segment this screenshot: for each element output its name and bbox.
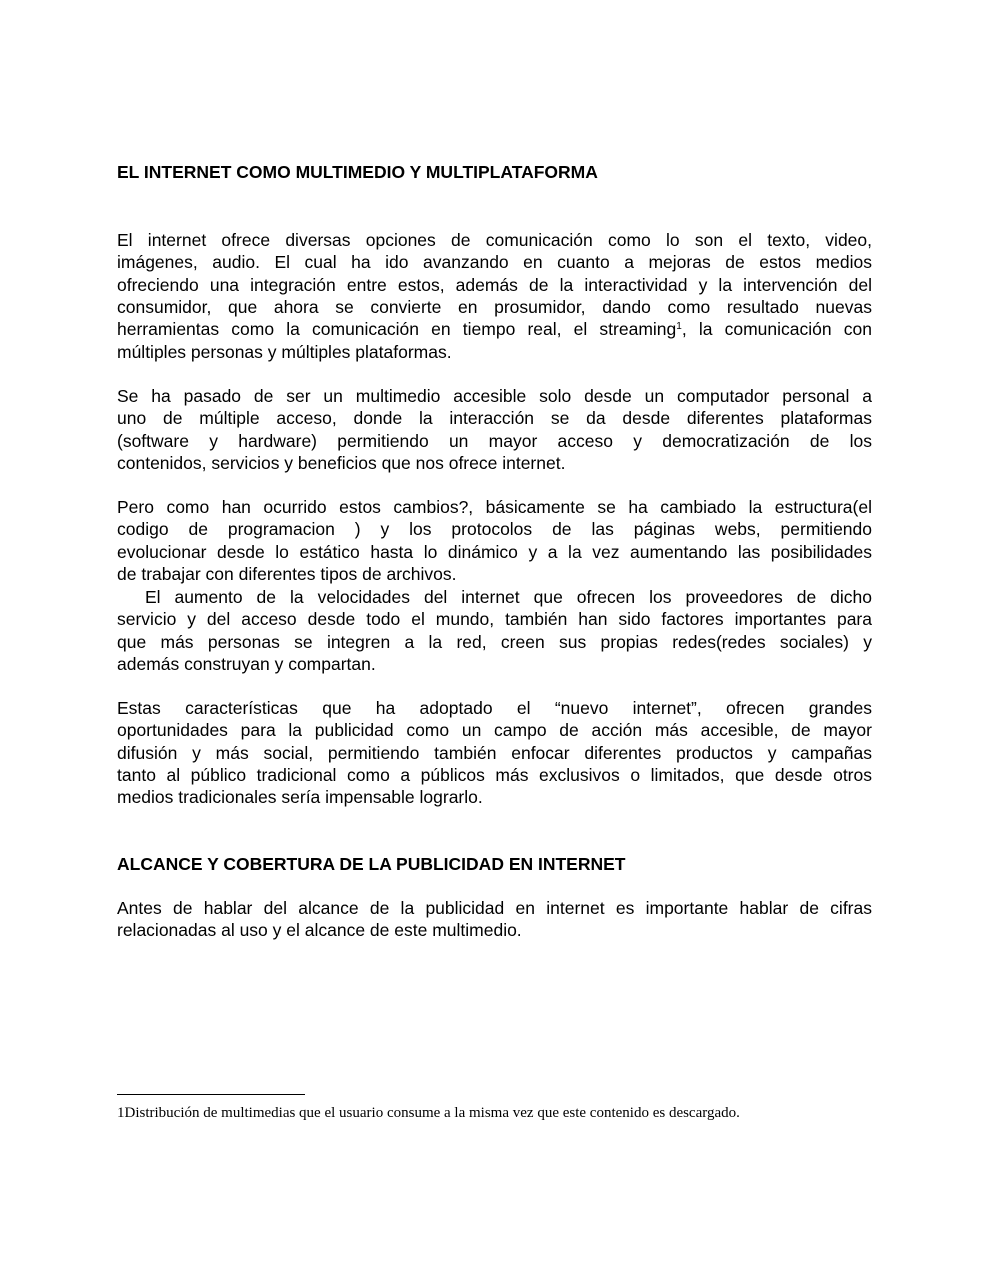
paragraph-cambios — [117, 496, 872, 585]
text-line: evolucionar desde lo estático hasta lo dinámico y a la vez aumentando las posibilidades — [117, 541, 872, 562]
text-line — [117, 318, 872, 340]
footnote-text: Distribución de multimedias que el usuario consume a la misma vez que este contenido es descargado. — [124, 1105, 740, 1121]
footnote-separator — [117, 1094, 305, 1095]
paragraph-acceso — [117, 385, 872, 474]
text-line: Se ha pasado de ser un multimedio accesible solo desde un computador personal a — [117, 386, 872, 406]
text-line: uno de múltiple acceso, donde la interacción se da desde diferentes plataformas — [117, 408, 872, 429]
text-line: múltiples personas y múltiples plataformas. — [117, 341, 452, 362]
text-line: servicio y del acceso desde todo el mundo, también han sido factores importantes para — [117, 609, 872, 630]
footnote — [117, 1103, 740, 1123]
text-line: (software y hardware) permitiendo un mayor acceso y democratización de los — [117, 430, 872, 451]
text-line: medios tradicionales sería impensable lograrlo. — [117, 787, 483, 808]
text-line: difusión y más social, permitiendo también enfocar diferentes productos y campañas — [117, 742, 872, 763]
paragraph-caracteristicas — [117, 697, 872, 809]
footnote-reference: 1 — [676, 321, 682, 333]
text-line: Pero como han ocurrido estos cambios?, básicamente se ha cambiado la estructura(el — [117, 497, 872, 517]
text-line: además construyan y compartan. — [117, 654, 376, 675]
text-line: que más personas se integren a la red, creen sus propias redes(redes sociales) y — [117, 631, 872, 652]
paragraph-cifras — [117, 897, 872, 942]
paragraph-intro — [117, 229, 872, 363]
text-line: Antes de hablar del alcance de la publicidad en internet es importante hablar de cifras — [117, 898, 872, 918]
text-line: El internet ofrece diversas opciones de comunicación como lo son el texto, video, — [117, 230, 872, 250]
text-segment: herramientas como la comunicación en tiempo real, el streaming — [117, 319, 677, 340]
section-heading-internet-multimedio: EL INTERNET COMO MULTIMEDIO Y MULTIPLATAFORMA — [117, 162, 598, 182]
text-line: oportunidades para la publicidad como un campo de acción más accesible, de mayor — [117, 720, 872, 741]
text-line: Estas características que ha adoptado el “nuevo internet”, ofrecen grandes — [117, 698, 872, 718]
text-segment: , la comunicación con — [681, 319, 872, 340]
text-line: tanto al público tradicional como a públicos más exclusivos o limitados, que desde otros — [117, 765, 872, 786]
text-line: consumidor, que ahora se convierte en prosumidor, dando como resultado nuevas — [117, 297, 872, 318]
text-line: codigo de programacion ) y los protocolos de las páginas webs, permitiendo — [117, 519, 872, 540]
text-line: de trabajar con diferentes tipos de archivos. — [117, 564, 457, 585]
text-line: contenidos, servicios y beneficios que nos ofrece internet. — [117, 453, 566, 474]
text-line: ofreciendo una integración entre estos, además de la interactividad y la intervención del — [117, 274, 872, 295]
paragraph-velocidades — [117, 586, 872, 675]
section-heading-alcance: ALCANCE Y COBERTURA DE LA PUBLICIDAD EN INTERNET — [117, 854, 626, 874]
text-line: El aumento de la velocidades del internet que ofrecen los proveedores de dicho — [117, 587, 872, 607]
text-line: imágenes, audio. El cual ha ido avanzando en cuanto a mejoras de estos medios — [117, 252, 872, 273]
text-line: relacionadas al uso y el alcance de este multimedio. — [117, 920, 522, 941]
footnote-number: 1 — [117, 1105, 125, 1121]
